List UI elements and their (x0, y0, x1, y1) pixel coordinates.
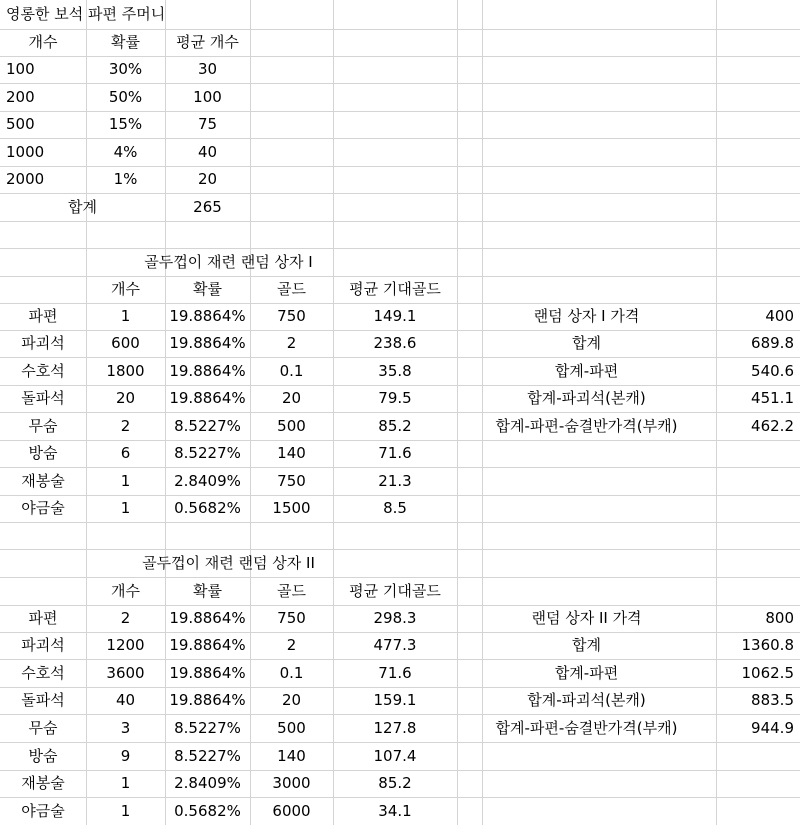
box1-item-name: 수호석 (21, 361, 65, 380)
box1-item-expected-gold: 85.2 (378, 416, 412, 435)
box1-item-count: 1 (120, 471, 131, 490)
box1-item-expected-gold: 8.5 (383, 499, 407, 517)
box2-item-name: 수호석 (21, 663, 65, 682)
box2-item-probability: 19.8864% (169, 609, 246, 627)
pouch-count-cell: 2000 (6, 170, 45, 188)
pouch-header-cell: 확률 (111, 33, 140, 51)
box2-item-expected-gold: 159.1 (373, 691, 417, 709)
pouch-count-cell: 100 (6, 60, 35, 78)
box1-item-probability: 8.5227% (174, 444, 241, 462)
box1-item-count: 20 (115, 389, 136, 407)
box2-summary-value: 1360.8 (741, 636, 794, 654)
box2-item-probability: 19.8864% (169, 663, 246, 682)
pouch-average-cell: 20 (197, 170, 218, 188)
box2-item-probability: 2.8409% (174, 774, 241, 792)
box1-item-expected-gold: 79.5 (378, 389, 412, 407)
pouch-average-cell: 40 (197, 142, 218, 161)
grid-line-horizontal (0, 577, 800, 578)
grid-line-horizontal (0, 83, 800, 84)
grid-line-horizontal (0, 605, 800, 606)
pouch-probability-cell: 30% (108, 60, 143, 78)
box2-item-gold: 6000 (272, 801, 311, 820)
box1-summary-value: 462.2 (751, 416, 794, 435)
box1-item-probability: 8.5227% (174, 416, 241, 435)
box2-summary-value: 1062.5 (741, 663, 794, 682)
grid-line-horizontal (0, 385, 800, 386)
box1-summary-value: 400 (765, 307, 794, 325)
pouch-probability-cell: 4% (113, 142, 138, 161)
box1-summary-value: 540.6 (751, 361, 794, 380)
pouch-average-cell: 100 (193, 87, 222, 106)
grid-line-horizontal (0, 440, 800, 441)
box1-item-count: 1 (120, 307, 131, 325)
pouch-count-cell: 1000 (6, 142, 45, 161)
grid-line-horizontal (0, 687, 800, 688)
box2-item-count: 2 (120, 609, 131, 627)
box2-item-count: 1 (120, 774, 131, 792)
box1-item-name: 무숨 (28, 416, 58, 435)
pouch-header-cell: 평균 개수 (176, 33, 239, 51)
box2-item-expected-gold: 477.3 (373, 636, 417, 654)
box1-summary-value: 689.8 (751, 334, 794, 352)
box2-summary-value: 944.9 (751, 718, 794, 737)
box1-item-count: 1 (120, 499, 131, 517)
box2-summary-label: 합계 (572, 636, 601, 654)
box1-item-gold: 2 (286, 334, 297, 352)
pouch-total-value: 265 (193, 197, 222, 216)
box1-summary-label: 합계-파편-숨결반가격(부캐) (495, 416, 678, 435)
box1-header-cell: 평균 기대골드 (349, 280, 441, 298)
box1-item-gold: 1500 (272, 499, 311, 517)
box1-item-gold: 750 (277, 307, 306, 325)
pouch-count-cell: 200 (6, 87, 35, 106)
box2-item-expected-gold: 127.8 (373, 718, 417, 737)
box1-item-gold: 750 (277, 471, 306, 490)
box1-title: 골두껍이 재련 랜덤 상자 I (144, 252, 313, 271)
box1-header-cell: 개수 (111, 280, 140, 298)
box2-item-gold: 140 (277, 746, 306, 765)
box2-item-gold: 2 (286, 636, 297, 654)
grid-line-horizontal (0, 659, 800, 660)
box2-summary-label: 합계-파편 (554, 663, 619, 682)
grid-line-horizontal (0, 522, 800, 523)
grid-line-horizontal (0, 770, 800, 771)
grid-line-horizontal (0, 221, 800, 222)
box2-item-name: 재봉술 (21, 774, 65, 792)
box2-summary-label: 합계-파괴석(본캐) (527, 691, 646, 709)
box1-item-probability: 19.8864% (169, 389, 246, 407)
box2-item-name: 돌파석 (21, 691, 65, 709)
box1-item-expected-gold: 238.6 (373, 334, 417, 352)
grid-line-horizontal (0, 714, 800, 715)
box1-header-cell: 확률 (193, 280, 222, 298)
box1-item-count: 2 (120, 416, 131, 435)
box2-summary-label: 합계-파편-숨결반가격(부캐) (495, 718, 678, 737)
grid-line-horizontal (0, 549, 800, 550)
box2-item-gold: 3000 (272, 774, 311, 792)
box2-item-name: 야금술 (21, 801, 65, 820)
grid-line-horizontal (0, 412, 800, 413)
box2-summary-label: 랜덤 상자 II 가격 (531, 609, 642, 627)
box2-item-gold: 500 (277, 718, 306, 737)
grid-line-horizontal (0, 330, 800, 331)
box1-item-gold: 20 (281, 389, 302, 407)
box2-item-expected-gold: 71.6 (378, 663, 412, 682)
box1-summary-label: 합계-파괴석(본캐) (527, 389, 646, 407)
pouch-average-cell: 30 (197, 60, 218, 78)
box1-item-name: 파편 (28, 307, 58, 325)
grid-line-horizontal (0, 632, 800, 633)
box1-item-expected-gold: 149.1 (373, 307, 417, 325)
box2-item-name: 파편 (28, 609, 58, 627)
box2-item-expected-gold: 34.1 (378, 801, 412, 820)
box1-item-gold: 140 (277, 444, 306, 462)
box2-header-cell: 골드 (277, 581, 306, 600)
box2-item-count: 3 (120, 718, 131, 737)
box2-summary-value: 883.5 (751, 691, 794, 709)
grid-line-horizontal (0, 29, 800, 30)
box1-header-cell: 골드 (277, 280, 306, 298)
grid-line-horizontal (0, 467, 800, 468)
box1-item-count: 1800 (106, 361, 145, 380)
box1-item-probability: 19.8864% (169, 361, 246, 380)
box1-summary-value: 451.1 (751, 389, 794, 407)
box2-title: 골두껍이 재련 랜덤 상자 II (142, 553, 315, 572)
box2-header-cell: 평균 기대골드 (349, 581, 441, 600)
box2-header-cell: 확률 (193, 581, 222, 600)
box2-item-expected-gold: 298.3 (373, 609, 417, 627)
box1-item-name: 야금술 (21, 499, 65, 517)
box2-item-probability: 8.5227% (174, 746, 241, 765)
box1-item-name: 재봉술 (21, 471, 65, 490)
box2-item-gold: 0.1 (279, 663, 304, 682)
box1-summary-label: 합계-파편 (554, 361, 619, 380)
grid-line-horizontal (0, 56, 800, 57)
box2-item-probability: 8.5227% (174, 718, 241, 737)
box2-item-expected-gold: 107.4 (373, 746, 417, 765)
box1-summary-label: 랜덤 상자 I 가격 (533, 307, 640, 325)
pouch-count-cell: 500 (6, 115, 35, 133)
pouch-header-cell: 개수 (28, 33, 58, 51)
pouch-probability-cell: 15% (108, 115, 143, 133)
box2-item-gold: 20 (281, 691, 302, 709)
pouch-probability-cell: 1% (113, 170, 138, 188)
box1-item-probability: 0.5682% (174, 499, 241, 517)
box2-item-name: 파괴석 (21, 636, 65, 654)
box1-item-count: 600 (111, 334, 140, 352)
box1-item-name: 파괴석 (21, 334, 65, 352)
box2-item-name: 무숨 (28, 718, 58, 737)
box2-item-name: 방숨 (28, 746, 58, 765)
grid-line-horizontal (0, 138, 800, 139)
grid-line-horizontal (0, 248, 800, 249)
box2-item-probability: 19.8864% (169, 691, 246, 709)
box1-item-expected-gold: 71.6 (378, 444, 412, 462)
box2-item-gold: 750 (277, 609, 306, 627)
grid-line-horizontal (0, 193, 800, 194)
box1-item-probability: 2.8409% (174, 471, 241, 490)
pouch-probability-cell: 50% (108, 87, 143, 106)
box2-item-count: 1 (120, 801, 131, 820)
box2-summary-value: 800 (765, 609, 794, 627)
pouch-average-cell: 75 (197, 115, 218, 133)
box2-item-expected-gold: 85.2 (378, 774, 412, 792)
pouch-total-label: 합계 (68, 197, 97, 216)
box2-item-count: 40 (115, 691, 136, 709)
box1-summary-label: 합계 (572, 334, 601, 352)
box1-item-name: 돌파석 (21, 389, 65, 407)
box1-item-probability: 19.8864% (169, 334, 246, 352)
box2-item-count: 3600 (106, 663, 145, 682)
grid-line-horizontal (0, 111, 800, 112)
grid-line-horizontal (0, 495, 800, 496)
grid-line-horizontal (0, 742, 800, 743)
grid-line-horizontal (0, 357, 800, 358)
box1-item-count: 6 (120, 444, 131, 462)
box1-item-expected-gold: 35.8 (378, 361, 412, 380)
box1-item-gold: 500 (277, 416, 306, 435)
box2-item-count: 9 (120, 746, 131, 765)
box1-item-expected-gold: 21.3 (378, 471, 412, 490)
grid-line-horizontal (0, 166, 800, 167)
box1-item-probability: 19.8864% (169, 307, 246, 325)
box2-item-count: 1200 (106, 636, 145, 654)
box2-header-cell: 개수 (111, 581, 140, 600)
box1-item-gold: 0.1 (279, 361, 304, 380)
box1-item-name: 방숨 (28, 444, 58, 462)
grid-line-horizontal (0, 797, 800, 798)
box2-item-probability: 0.5682% (174, 801, 241, 820)
grid-line-horizontal (0, 303, 800, 304)
box2-item-probability: 19.8864% (169, 636, 246, 654)
pouch-title: 영롱한 보석 파편 주머니 (6, 5, 166, 23)
grid-line-horizontal (0, 276, 800, 277)
